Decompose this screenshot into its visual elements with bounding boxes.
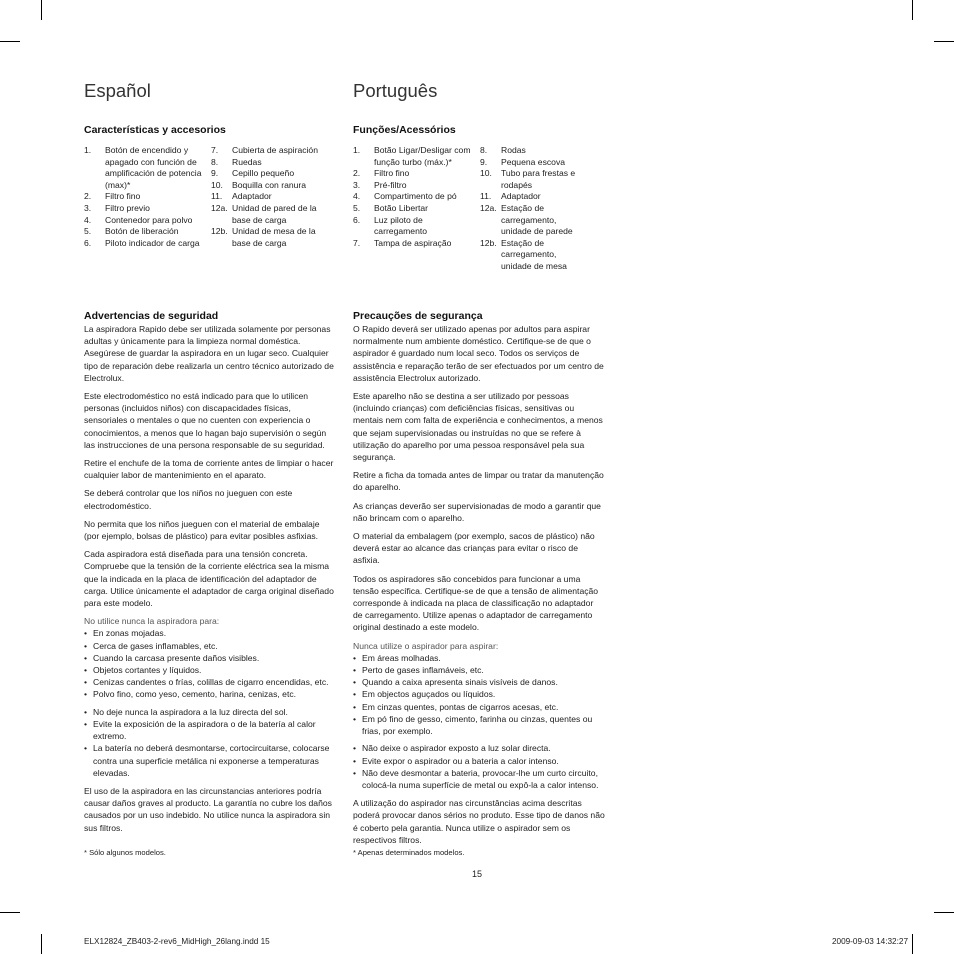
timestamp-slug: 2009-09-03 14:32:27: [831, 937, 908, 946]
feature-item: [480, 238, 586, 273]
bullet-text: Cuando la carcasa presente daños visibles.: [93, 652, 260, 663]
bullet-icon: •: [353, 713, 357, 724]
page-number: 15: [472, 869, 483, 879]
feature-item: [84, 238, 206, 250]
feature-text: Compartimento de pó: [374, 191, 457, 202]
safety-body: [84, 323, 336, 840]
safety-paragraph: Todos os aspiradores são concebidos para funcionar a uma tensão específica. Certifique-se de que a tensão de alimentação corresponde à indicada na placa de classificação no adaptador de carregamento. Utilize apenas o adaptador de carregamento original destinado a este modelo.: [353, 573, 599, 633]
feature-item: [353, 238, 473, 250]
bullet-icon: •: [84, 665, 88, 676]
portuguese-column: [353, 78, 605, 857]
never-use-intro: No utilice nunca la aspiradora para:: [84, 616, 220, 627]
feature-number: 7.: [211, 145, 219, 155]
bullet-icon: •: [84, 640, 88, 651]
feature-number: 3.: [84, 202, 92, 213]
crop-mark: [934, 41, 954, 42]
bullet-text: Em áreas molhadas.: [362, 652, 441, 663]
bullet-icon: •: [353, 755, 357, 766]
bullet-text: La batería no deberá desmontarse, cortocircuitarse, colocarse contra una superficie metálica ni exponerse a temperaturas elevadas.: [93, 743, 330, 778]
never-use-list: [84, 627, 336, 700]
warnings-list: [84, 706, 336, 779]
feature-item: [353, 191, 473, 203]
bullet-item: [353, 767, 605, 791]
bullet-icon: •: [84, 652, 88, 663]
feature-number: 5.: [84, 226, 92, 237]
feature-text: Unidad de pared de la base de carga: [232, 202, 317, 225]
feature-number: 12b.: [480, 237, 497, 248]
never-use-intro: Nunca utilize o aspirador para aspirar:: [353, 640, 499, 651]
file-slug: ELX12824_ZB403-2-rev6_MidHigh_26lang.indd 15: [84, 937, 270, 946]
crop-mark: [41, 0, 42, 20]
safety-body: [353, 323, 605, 852]
feature-number: 2.: [84, 191, 92, 202]
feature-number: 9.: [480, 156, 488, 167]
feature-text: Botão Ligar/Desligar com função turbo (máx.)*: [374, 145, 471, 167]
bullet-text: Não deve desmontar a bateria, provocar-lhe um curto circuito, colocá-la numa superfície de metal ou expô-la a calor intenso.: [362, 767, 599, 790]
bullet-icon: •: [353, 677, 357, 688]
features-list-2: [211, 145, 335, 249]
safety-heading: Precauções de segurança: [353, 310, 483, 322]
feature-number: 11.: [480, 191, 492, 202]
bullet-item: [84, 688, 336, 700]
footnote: * Sólo algunos modelos.: [84, 848, 166, 857]
feature-item: [353, 203, 473, 215]
feature-number: 12a.: [211, 202, 228, 213]
feature-number: 7.: [353, 237, 361, 248]
feature-item: [353, 180, 473, 192]
feature-text: Piloto indicador de carga: [105, 237, 200, 248]
bullet-item: [353, 755, 605, 767]
crop-mark: [912, 0, 913, 20]
footnote: * Apenas determinados modelos.: [353, 848, 465, 857]
feature-item: [84, 191, 206, 203]
bullet-icon: •: [353, 689, 357, 700]
safety-paragraphs: [353, 323, 605, 634]
feature-text: Botón de liberación: [105, 226, 179, 237]
feature-item: [480, 145, 586, 157]
bullet-item: [353, 652, 605, 664]
feature-text: Botão Libertar: [374, 202, 428, 213]
feature-number: 6.: [84, 237, 92, 248]
safety-paragraph: Retire el enchufe de la toma de corriente antes de limpiar o hacer cualquier labor de mantenimiento en el aparato.: [84, 458, 334, 481]
feature-text: Pré-filtro: [374, 179, 407, 190]
feature-text: Cubierta de aspiración: [232, 145, 318, 155]
feature-text: Estação de carregamento, unidade de parede: [501, 202, 573, 237]
feature-number: 2.: [353, 168, 361, 179]
bullet-text: En zonas mojadas.: [93, 628, 167, 639]
bullet-icon: •: [84, 718, 88, 729]
bullet-text: Não deixe o aspirador exposto a luz solar directa.: [362, 743, 551, 754]
crop-mark: [41, 934, 42, 954]
feature-number: 9.: [211, 168, 219, 179]
safety-heading: Advertencias de seguridad: [84, 310, 219, 322]
bullet-item: [84, 627, 336, 639]
feature-text: Boquilla con ranura: [232, 179, 307, 190]
bullet-icon: •: [84, 628, 88, 639]
bullet-item: [353, 676, 605, 688]
bullet-item: [84, 664, 336, 676]
bullet-icon: •: [84, 743, 88, 754]
feature-item: [211, 145, 335, 157]
safety-paragraphs: [84, 323, 336, 609]
feature-number: 8.: [211, 156, 219, 167]
bullet-text: Objetos cortantes y líquidos.: [93, 665, 202, 676]
feature-item: [84, 203, 206, 215]
feature-item: [480, 168, 586, 191]
never-use-list: [353, 652, 605, 737]
feature-number: 5.: [353, 202, 361, 213]
bullet-text: Cerca de gases inflamables, etc.: [93, 640, 218, 651]
crop-mark: [934, 912, 954, 913]
features-list-1: [84, 145, 206, 249]
safety-paragraph: Se deberá controlar que los niños no jueguen con este electrodoméstico.: [84, 488, 293, 511]
warnings-list: [353, 742, 605, 791]
bullet-icon: •: [84, 706, 88, 717]
feature-text: Filtro fino: [374, 168, 410, 179]
bullet-text: Em pó fino de gesso, cimento, farinha ou cinzas, quentes ou frias, por exemplo.: [362, 713, 593, 737]
bullet-icon: •: [353, 701, 357, 712]
feature-item: [84, 145, 206, 191]
features-list-2: [480, 145, 586, 273]
closing-paragraph: A utilização do aspirador nas circunstâncias acima descritas poderá provocar danos sérios no produto. Esse tipo de danos não é coberto pela garantia. Nunca utilize o aspirador sem os respectivos filtros.: [353, 798, 605, 845]
feature-item: [211, 168, 335, 180]
feature-item: [211, 203, 335, 226]
bullet-text: Evite expor o aspirador ou a bateria a calor intenso.: [362, 755, 559, 766]
crop-mark: [912, 934, 913, 954]
feature-item: [211, 180, 335, 192]
bullet-item: [353, 688, 605, 700]
feature-number: 12b.: [211, 226, 228, 237]
crop-mark: [0, 41, 20, 42]
spanish-column: [84, 78, 336, 857]
bullet-item: [353, 701, 605, 713]
bullet-icon: •: [353, 767, 357, 778]
feature-item: [353, 168, 473, 180]
safety-paragraph: O material da embalagem (por exemplo, sacos de plástico) não deverá estar ao alcance das crianças para evitar o risco de asfixia.: [353, 531, 595, 566]
feature-number: 10.: [480, 168, 492, 179]
feature-text: Adaptador: [232, 191, 272, 202]
feature-number: 12a.: [480, 202, 497, 213]
feature-text: Filtro previo: [105, 202, 150, 213]
feature-text: Botón de encendido y apagado con función de amplificación de potencia (max)*: [105, 145, 202, 190]
feature-text: Contenedor para polvo: [105, 214, 193, 225]
feature-item: [480, 157, 586, 169]
bullet-icon: •: [353, 665, 357, 676]
feature-number: 1.: [84, 145, 92, 155]
feature-item: [211, 191, 335, 203]
bullet-icon: •: [353, 652, 357, 663]
feature-text: Unidad de mesa de la base de carga: [232, 226, 316, 248]
safety-paragraph: Este electrodoméstico no está indicado para que lo utilicen personas (incluidos niños) con discapacidades físicas, sensoriales o mentales o que no cuenten con experiencia o conocimientos, a menos que lo hagan bajo supervisión o según las instrucciones de una persona responsable de su seguridad.: [84, 391, 327, 450]
feature-number: 10.: [211, 179, 223, 190]
feature-text: Tubo para frestas e rodapés: [501, 168, 576, 190]
bullet-icon: •: [84, 677, 88, 688]
safety-paragraph: O Rapido deverá ser utilizado apenas por adultos para aspirar normalmente num ambiente doméstico. Certifique-se de que o aspirador é guardado num local seco. Todos os serviços de assistência e reparação terão de ser efectuados por um centro de assistência Electrolux autorizado.: [353, 324, 604, 383]
bullet-text: Quando a caixa apresenta sinais visíveis de danos.: [362, 677, 558, 688]
bullet-text: Evite la exposición de la aspiradora o de la batería al calor extremo.: [93, 718, 316, 742]
bullet-item: [353, 742, 605, 754]
features-list-1: [353, 145, 473, 249]
bullet-text: No deje nunca la aspiradora a la luz directa del sol.: [93, 706, 288, 717]
feature-item: [480, 191, 586, 203]
feature-number: 3.: [353, 179, 361, 190]
safety-paragraph: Retire a ficha da tomada antes de limpar ou tratar da manutenção do aparelho.: [353, 470, 604, 493]
feature-text: Cepillo pequeño: [232, 168, 295, 179]
safety-paragraph: No permita que los niños jueguen con el material de embalaje (por ejemplo, bolsas de plástico) para evitar posibles asfixias.: [84, 518, 320, 542]
feature-text: Estação de carregamento, unidade de mesa: [501, 237, 567, 271]
language-title: Português: [353, 80, 438, 101]
feature-text: Filtro fino: [105, 191, 141, 202]
bullet-item: [84, 718, 336, 742]
bullet-item: [353, 713, 605, 737]
language-title: Español: [84, 80, 151, 101]
bullet-text: Em cinzas quentes, pontas de cigarros acesas, etc.: [362, 701, 559, 712]
feature-text: Pequena escova: [501, 156, 566, 167]
bullet-text: Polvo fino, como yeso, cemento, harina, cenizas, etc.: [93, 689, 297, 700]
bullet-text: Perto de gases inflamáveis, etc.: [362, 665, 484, 676]
crop-mark: [0, 912, 20, 913]
safety-paragraph: Este aparelho não se destina a ser utilizado por pessoas (incluindo crianças) com deficiências físicas, sensitivas ou mentais nem com falta de experiência e conhecimentos, a menos que sejam supervisionadas ou instruídas no que se refere à utilização do aparelho por uma pessoa responsável pela sua segurança.: [353, 391, 603, 463]
feature-number: 11.: [211, 191, 223, 202]
feature-item: [84, 215, 206, 227]
feature-number: 4.: [353, 191, 361, 202]
bullet-item: [84, 676, 336, 688]
safety-paragraph: La aspiradora Rapido debe ser utilizada solamente por personas adultas y únicamente para la limpieza normal doméstica. Asegúrese de guardar la aspiradora en un lugar seco. Cualquier tipo de reparación debe realizarla un centro técnico autorizado de Electrolux.: [84, 324, 334, 383]
feature-item: [84, 226, 206, 238]
feature-item: [353, 215, 473, 238]
bullet-text: Cenizas candentes o frías, colillas de cigarro encendidas, etc.: [93, 677, 329, 688]
bullet-item: [84, 640, 336, 652]
closing-paragraph: El uso de la aspiradora en las circunstancias anteriores podría causar daños graves al producto. La garantía no cubre los daños causados por un uso indebido. No utilice nunca la aspiradora sin sus filtros.: [84, 785, 332, 833]
feature-number: 4.: [84, 214, 92, 225]
feature-item: [480, 203, 586, 238]
feature-item: [211, 226, 335, 249]
safety-paragraph: Cada aspiradora está diseñada para una tensión concreta. Compruebe que la tensión de la corriente eléctrica sea la misma que la indicada en la placa de identificación del adaptador de carga. Utilice únicamente el adaptador de carga original diseñado para este modelo.: [84, 549, 334, 609]
bullet-item: [353, 664, 605, 676]
safety-paragraph: As crianças deverão ser supervisionadas de modo a garantir que não brincam com o aparelho.: [353, 500, 601, 523]
feature-text: Adaptador: [501, 191, 541, 202]
bullet-icon: •: [353, 743, 357, 754]
feature-text: Rodas: [501, 145, 526, 155]
bullet-item: [84, 742, 336, 779]
feature-number: 8.: [480, 145, 488, 155]
features-heading: Funções/Acessórios: [353, 124, 456, 136]
bullet-text: Em objectos aguçados ou líquidos.: [362, 689, 496, 700]
feature-item: [353, 145, 473, 168]
feature-text: Ruedas: [232, 156, 262, 167]
bullet-item: [84, 706, 336, 718]
feature-number: 6.: [353, 214, 361, 225]
bullet-icon: •: [84, 689, 88, 700]
feature-item: [211, 157, 335, 169]
feature-number: 1.: [353, 145, 361, 155]
feature-text: Tampa de aspiração: [374, 237, 452, 248]
feature-text: Luz piloto de carregamento: [374, 214, 428, 237]
bullet-item: [84, 652, 336, 664]
features-heading: Características y accesorios: [84, 124, 226, 136]
